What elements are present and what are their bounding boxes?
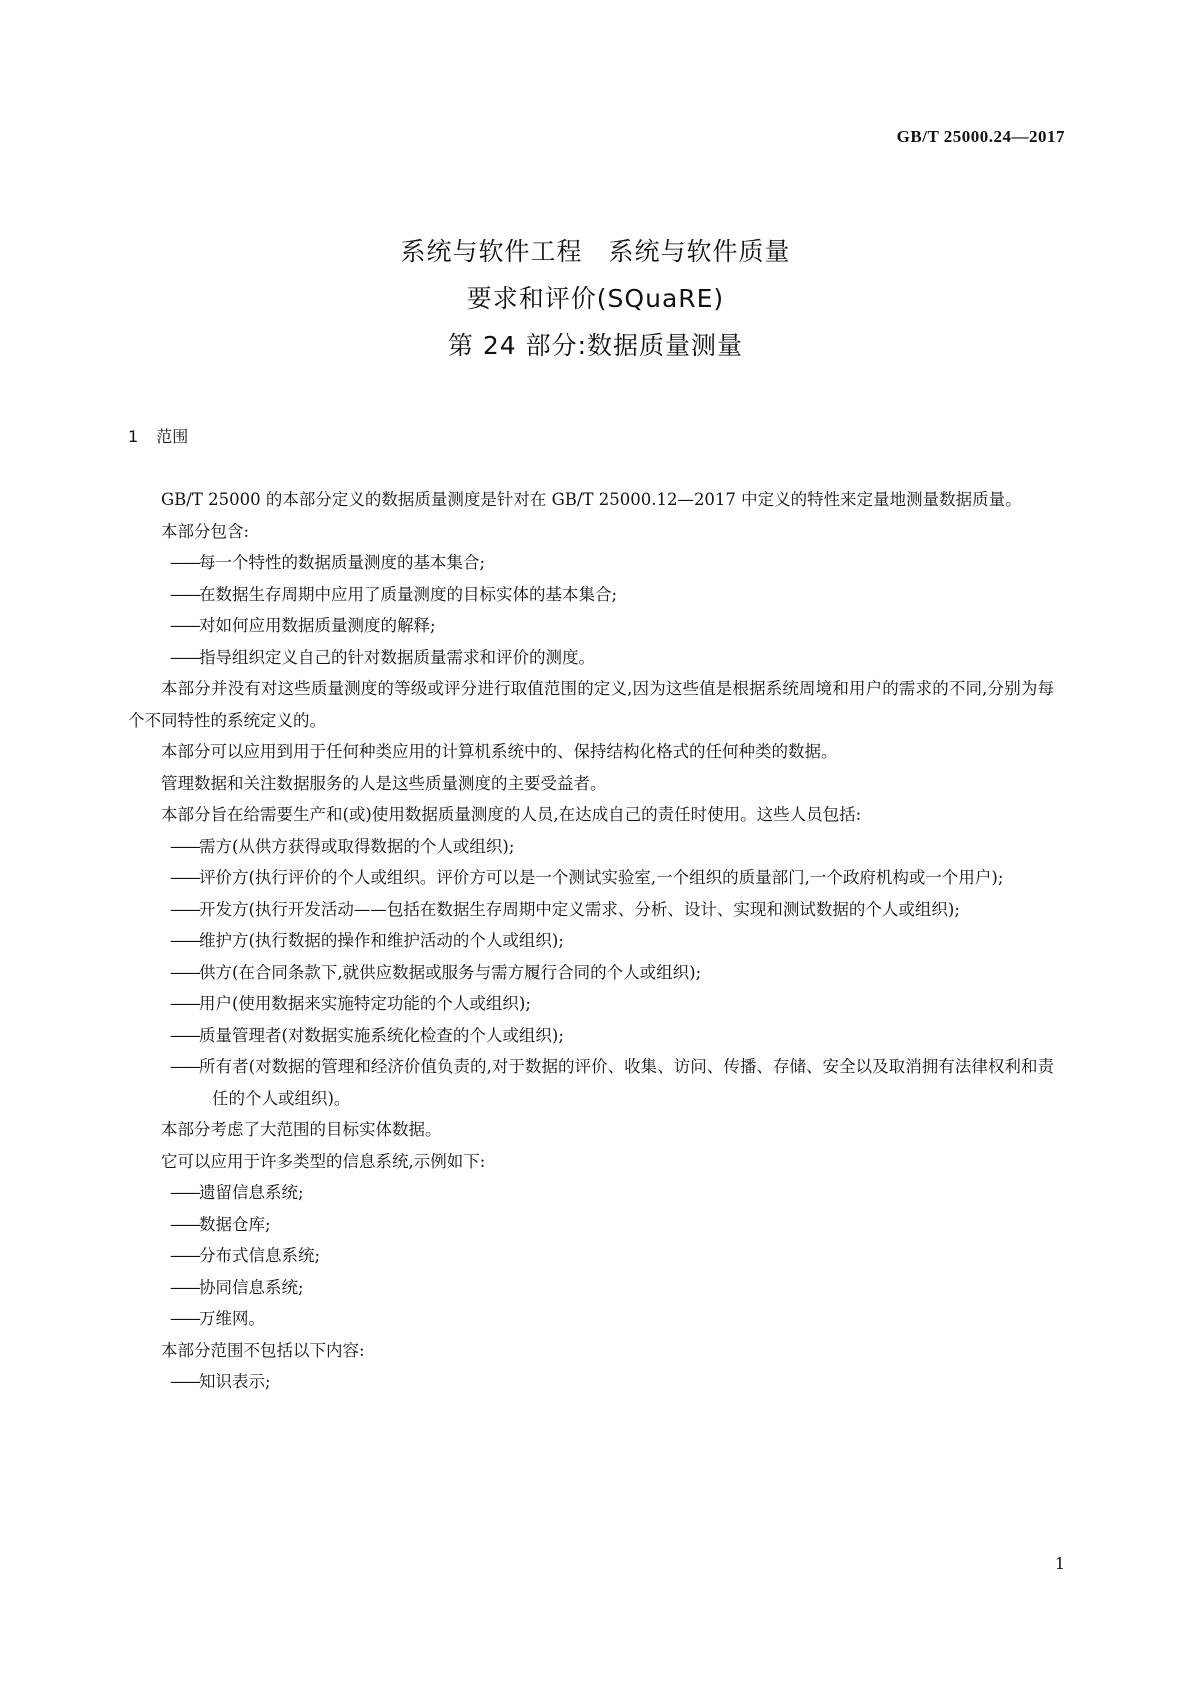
dash-list-item bbox=[128, 642, 1054, 674]
paragraph: 管理数据和关注数据服务的人是这些质量测度的主要受益者。 bbox=[161, 773, 607, 793]
document-title bbox=[0, 228, 1191, 369]
dash-list-item bbox=[128, 1240, 1054, 1272]
paragraph: 本部分包含: bbox=[161, 521, 250, 541]
dash-list-item bbox=[128, 579, 1054, 611]
list-item-text: 供方(在合同条款下,就供应数据或服务与需方履行合同的个人或组织); bbox=[199, 962, 702, 982]
list-dash: —— bbox=[170, 616, 199, 635]
list-dash: —— bbox=[170, 1246, 199, 1265]
list-dash: —— bbox=[170, 931, 199, 950]
dash-list-item bbox=[128, 1366, 1054, 1398]
list-item-text: 在数据生存周期中应用了质量测度的目标实体的基本集合; bbox=[199, 584, 618, 604]
list-item-text: 评价方(执行评价的个人或组织。评价方可以是一个测试实验室,一个组织的质量部门,一个政府机构或一个用户); bbox=[199, 868, 1004, 887]
list-dash: —— bbox=[170, 1309, 199, 1328]
list-dash: —— bbox=[170, 899, 199, 919]
dash-list-item bbox=[128, 547, 1054, 579]
list-item-text: 遗留信息系统; bbox=[199, 1183, 304, 1202]
list-item-text: 数据仓库; bbox=[199, 1214, 271, 1234]
paragraph: 本部分并没有对这些质量测度的等级或评分进行取值范围的定义,因为这些值是根据系统周境和用户的需求的不同,分别为每个不同特性的系统定义的。 bbox=[128, 679, 1054, 730]
list-dash: —— bbox=[170, 868, 199, 887]
page-number: 1 bbox=[1054, 1554, 1065, 1573]
list-item-text: 质量管理者(对数据实施系统化检查的个人或组织); bbox=[199, 1025, 564, 1045]
paragraph: 本部分旨在给需要生产和(或)使用数据质量测度的人员,在达成自己的责任时使用。这些人员包括: bbox=[161, 805, 862, 824]
dash-list-item bbox=[128, 1209, 1054, 1241]
list-dash: —— bbox=[170, 1214, 199, 1234]
list-item-text: 每一个特性的数据质量测度的基本集合; bbox=[199, 553, 486, 572]
dash-list-item bbox=[128, 894, 1054, 926]
dash-list-item bbox=[128, 862, 1054, 894]
paragraph: 它可以应用于许多类型的信息系统,示例如下: bbox=[161, 1151, 486, 1171]
list-item-text: 知识表示; bbox=[199, 1372, 271, 1391]
list-dash: —— bbox=[170, 1277, 199, 1297]
dash-list-item bbox=[128, 1051, 1054, 1114]
list-dash: —— bbox=[170, 1057, 199, 1076]
dash-list-item bbox=[128, 1020, 1054, 1052]
title-line-1: 系统与软件工程 系统与软件质量 bbox=[400, 237, 791, 266]
list-item-text: 指导组织定义自己的针对数据质量需求和评价的测度。 bbox=[199, 647, 595, 667]
list-item-text: 维护方(执行数据的操作和维护活动的个人或组织); bbox=[199, 931, 564, 950]
list-dash: —— bbox=[170, 553, 199, 572]
list-dash: —— bbox=[170, 584, 199, 604]
list-item-text: 所有者(对数据的管理和经济价值负责的,对于数据的评价、收集、访问、传播、存储、安全以及取消拥有法律权利和责任的个人或组织)。 bbox=[199, 1057, 1054, 1108]
list-item-text: 万维网。 bbox=[199, 1309, 265, 1328]
dash-list-item bbox=[128, 1303, 1054, 1335]
standard-code: GB/T 25000.24—2017 bbox=[896, 127, 1065, 146]
list-dash: —— bbox=[170, 1372, 199, 1391]
list-item-text: 协同信息系统; bbox=[199, 1277, 304, 1297]
section-title: 范围 bbox=[156, 427, 189, 446]
list-dash: —— bbox=[170, 1025, 199, 1045]
title-line-3: 第 24 部分:数据质量测量 bbox=[447, 331, 744, 360]
paragraph: 本部分可以应用到用于任何种类应用的计算机系统中的、保持结构化格式的任何种类的数据。 bbox=[161, 742, 838, 761]
dash-list-item bbox=[128, 831, 1054, 863]
dash-list-item bbox=[128, 957, 1054, 989]
paragraph: 本部分范围不包括以下内容: bbox=[161, 1340, 365, 1360]
list-item-text: 用户(使用数据来实施特定功能的个人或组织); bbox=[199, 994, 531, 1013]
dash-list-item bbox=[128, 925, 1054, 957]
dash-list-item bbox=[128, 988, 1054, 1020]
dash-list-item bbox=[128, 1272, 1054, 1304]
title-line-2: 要求和评价(SQuaRE) bbox=[466, 284, 725, 313]
list-item-text: 开发方(执行开发活动——包括在数据生存周期中定义需求、分析、设计、实现和测试数据的个人或组织); bbox=[199, 899, 960, 919]
paragraph: 本部分考虑了大范围的目标实体数据。 bbox=[161, 1120, 442, 1139]
list-dash: —— bbox=[170, 994, 199, 1013]
list-item-text: 需方(从供方获得或取得数据的个人或组织); bbox=[199, 836, 515, 856]
dash-list-item bbox=[128, 1177, 1054, 1209]
section-number: 1 bbox=[128, 427, 139, 446]
list-dash: —— bbox=[170, 836, 199, 856]
section-heading bbox=[128, 424, 188, 447]
list-dash: —— bbox=[170, 962, 199, 982]
list-dash: —— bbox=[170, 1183, 199, 1202]
dash-list-item bbox=[128, 610, 1054, 642]
paragraph: GB/T 25000 的本部分定义的数据质量测度是针对在 GB/T 25000.12—2017 中定义的特性来定量地测量数据质量。 bbox=[161, 490, 1022, 509]
list-item-text: 分布式信息系统; bbox=[199, 1246, 321, 1265]
list-item-text: 对如何应用数据质量测度的解释; bbox=[199, 616, 436, 635]
list-dash: —— bbox=[170, 647, 199, 667]
document-body bbox=[128, 484, 1054, 1398]
